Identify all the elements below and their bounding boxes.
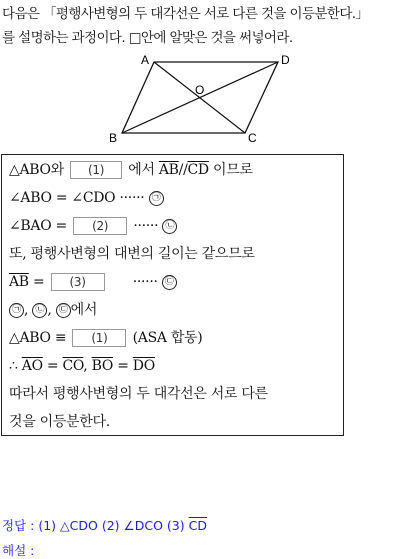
proof-text: =	[32, 274, 45, 290]
separator: ,	[83, 358, 88, 374]
proof-line-6	[9, 301, 97, 319]
circled-label-1: ㉠	[149, 191, 164, 206]
proof-line-9: 따라서 평행사변형의 두 대각선은 서로 다른	[9, 386, 268, 402]
proof-text: 에서	[128, 162, 155, 178]
proof-line-2	[9, 189, 164, 207]
answer-number-1: (1)	[38, 518, 57, 533]
answer-value-2: ∠DCO	[123, 518, 163, 533]
proof-box	[1, 154, 344, 436]
vertex-label-c: C	[248, 131, 257, 145]
separator: ,	[24, 302, 29, 318]
answer-blank-1[interactable]: (1)	[70, 161, 122, 179]
proof-line-4: 또, 평행사변형의 대변의 길이는 같으므로	[9, 246, 255, 262]
proof-text: 에서	[70, 302, 98, 318]
equals-sign: =	[46, 358, 59, 374]
separator: ,	[47, 302, 52, 318]
proof-text: ······	[132, 274, 158, 290]
center-label-o: O	[195, 83, 205, 97]
proof-text: △ABO ≡	[9, 330, 67, 346]
vertex-label-b: B	[109, 131, 118, 145]
circled-label-2: ㉡	[162, 219, 177, 234]
answer-value-1: △CDO	[60, 518, 98, 533]
proof-line-3	[9, 217, 177, 235]
parallelogram-figure	[100, 50, 300, 150]
answer-line	[2, 516, 207, 534]
proof-line-10: 것을 이등분한다.	[9, 414, 110, 430]
segment-ab: $\overline{AB}$	[158, 162, 179, 178]
explanation-label: 해설 :	[2, 543, 35, 558]
proof-line-7	[9, 329, 202, 347]
vertex-label-d: D	[281, 53, 290, 67]
answer-number-3: (3)	[166, 518, 185, 533]
diagonal-bd	[122, 62, 278, 133]
segment-do: $\overline{DO}$	[132, 358, 155, 374]
proof-line-8	[9, 357, 155, 375]
proof-text: 이므로	[213, 162, 253, 178]
circled-label-1: ㉠	[9, 303, 24, 318]
vertex-label-a: A	[141, 53, 150, 67]
parallel-symbol: //	[178, 162, 188, 178]
equals-sign: =	[117, 358, 129, 374]
circled-label-3: ㉢	[56, 303, 71, 318]
segment-cd: $\overline{CD}$	[187, 162, 209, 178]
segment-bo: $\overline{BO}$	[91, 358, 114, 374]
therefore-symbol: ∴	[9, 358, 18, 374]
answer-blank-2[interactable]: (2)	[73, 217, 127, 235]
answer-blank-1-repeat[interactable]: (1)	[72, 329, 126, 347]
answer-label: 정답 :	[2, 518, 35, 533]
proof-text: ∠BAO =	[9, 218, 67, 234]
segment-ab: $\overline{AB}$	[9, 274, 29, 290]
proof-line-5	[9, 273, 177, 291]
proof-text: △ABO와	[9, 162, 64, 178]
circled-label-3: ㉢	[162, 275, 177, 290]
answer-blank-3[interactable]: (3)	[51, 273, 105, 291]
proof-text: ······	[133, 218, 159, 234]
proof-line-1	[9, 161, 253, 179]
segment-co: $\overline{CO}$	[62, 358, 84, 374]
answer-number-2: (2)	[101, 518, 120, 533]
question-line-1: 다음은 「평행사변형의 두 대각선은 서로 다른 것을 이등분한다.」	[2, 6, 369, 22]
circled-label-2: ㉡	[32, 303, 47, 318]
question-line-2: 를 설명하는 과정이다. □안에 알맞은 것을 써넣어라.	[2, 30, 293, 46]
proof-text: ∠ABO = ∠CDO ······	[9, 190, 145, 206]
proof-text: (ASA 합동)	[132, 330, 203, 346]
segment-ao: $\overline{AO}$	[21, 358, 43, 374]
answer-value-3: $\overline{CD}$	[188, 518, 207, 533]
